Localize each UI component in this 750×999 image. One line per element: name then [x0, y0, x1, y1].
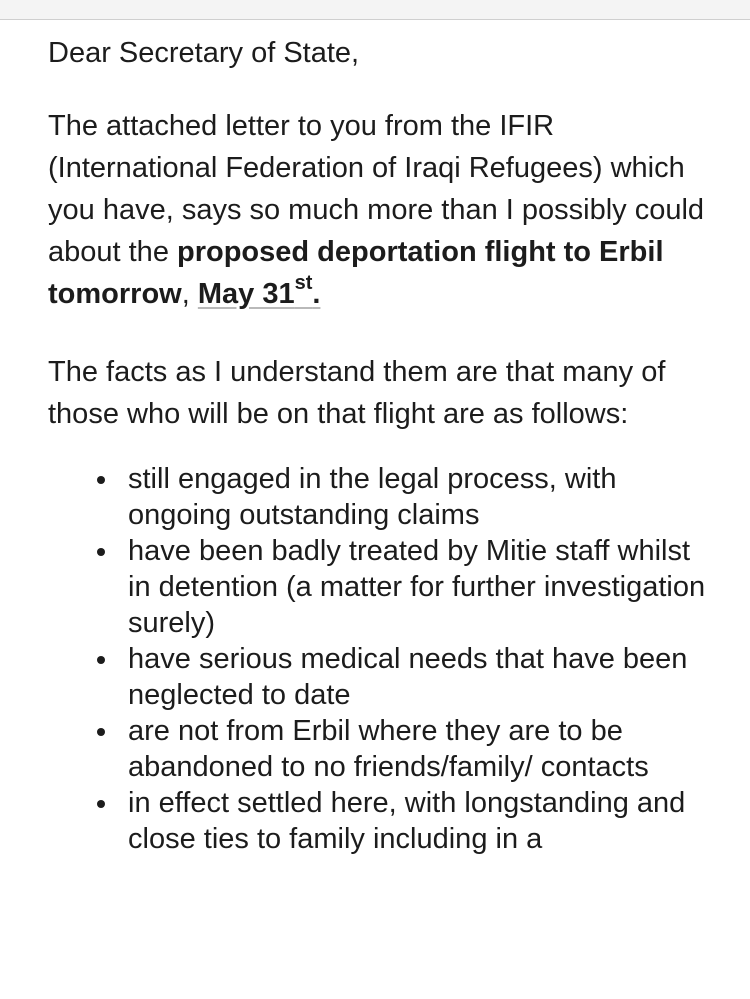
- date-main: May 31: [197, 278, 295, 310]
- separator: ,: [181, 278, 198, 310]
- list-item: in effect settled here, with longstanding and close ties to family including in a: [128, 785, 708, 857]
- list-item: have been badly treated by Mitie staff whilst in detention (a matter for further investigation surely): [128, 533, 708, 641]
- paragraph-ifir-letter: [48, 105, 708, 315]
- letter-body: [48, 32, 708, 857]
- paragraph-text: The attached letter to you from the IFIR (International Federation of Iraqi Refugees) which you have, says so much more than I possibly could about the: [48, 110, 705, 268]
- facts-list: [48, 461, 708, 857]
- list-item: have serious medical needs that have been neglected to date: [128, 641, 708, 713]
- list-item: still engaged in the legal process, with ongoing outstanding claims: [128, 461, 708, 533]
- top-toolbar: [0, 0, 750, 20]
- date-suffix: st: [294, 272, 313, 294]
- date-link[interactable]: [197, 272, 321, 310]
- greeting: Dear Secretary of State,: [48, 37, 360, 69]
- emphasis-flight: proposed deportation flight to Erbil tomorrow: [48, 236, 664, 310]
- date-end: .: [312, 278, 321, 310]
- list-item: are not from Erbil where they are to be abandoned to no friends/family/ contacts: [128, 713, 708, 785]
- paragraph-facts: The facts as I understand them are that many of those who will be on that flight are as follows:: [48, 356, 666, 430]
